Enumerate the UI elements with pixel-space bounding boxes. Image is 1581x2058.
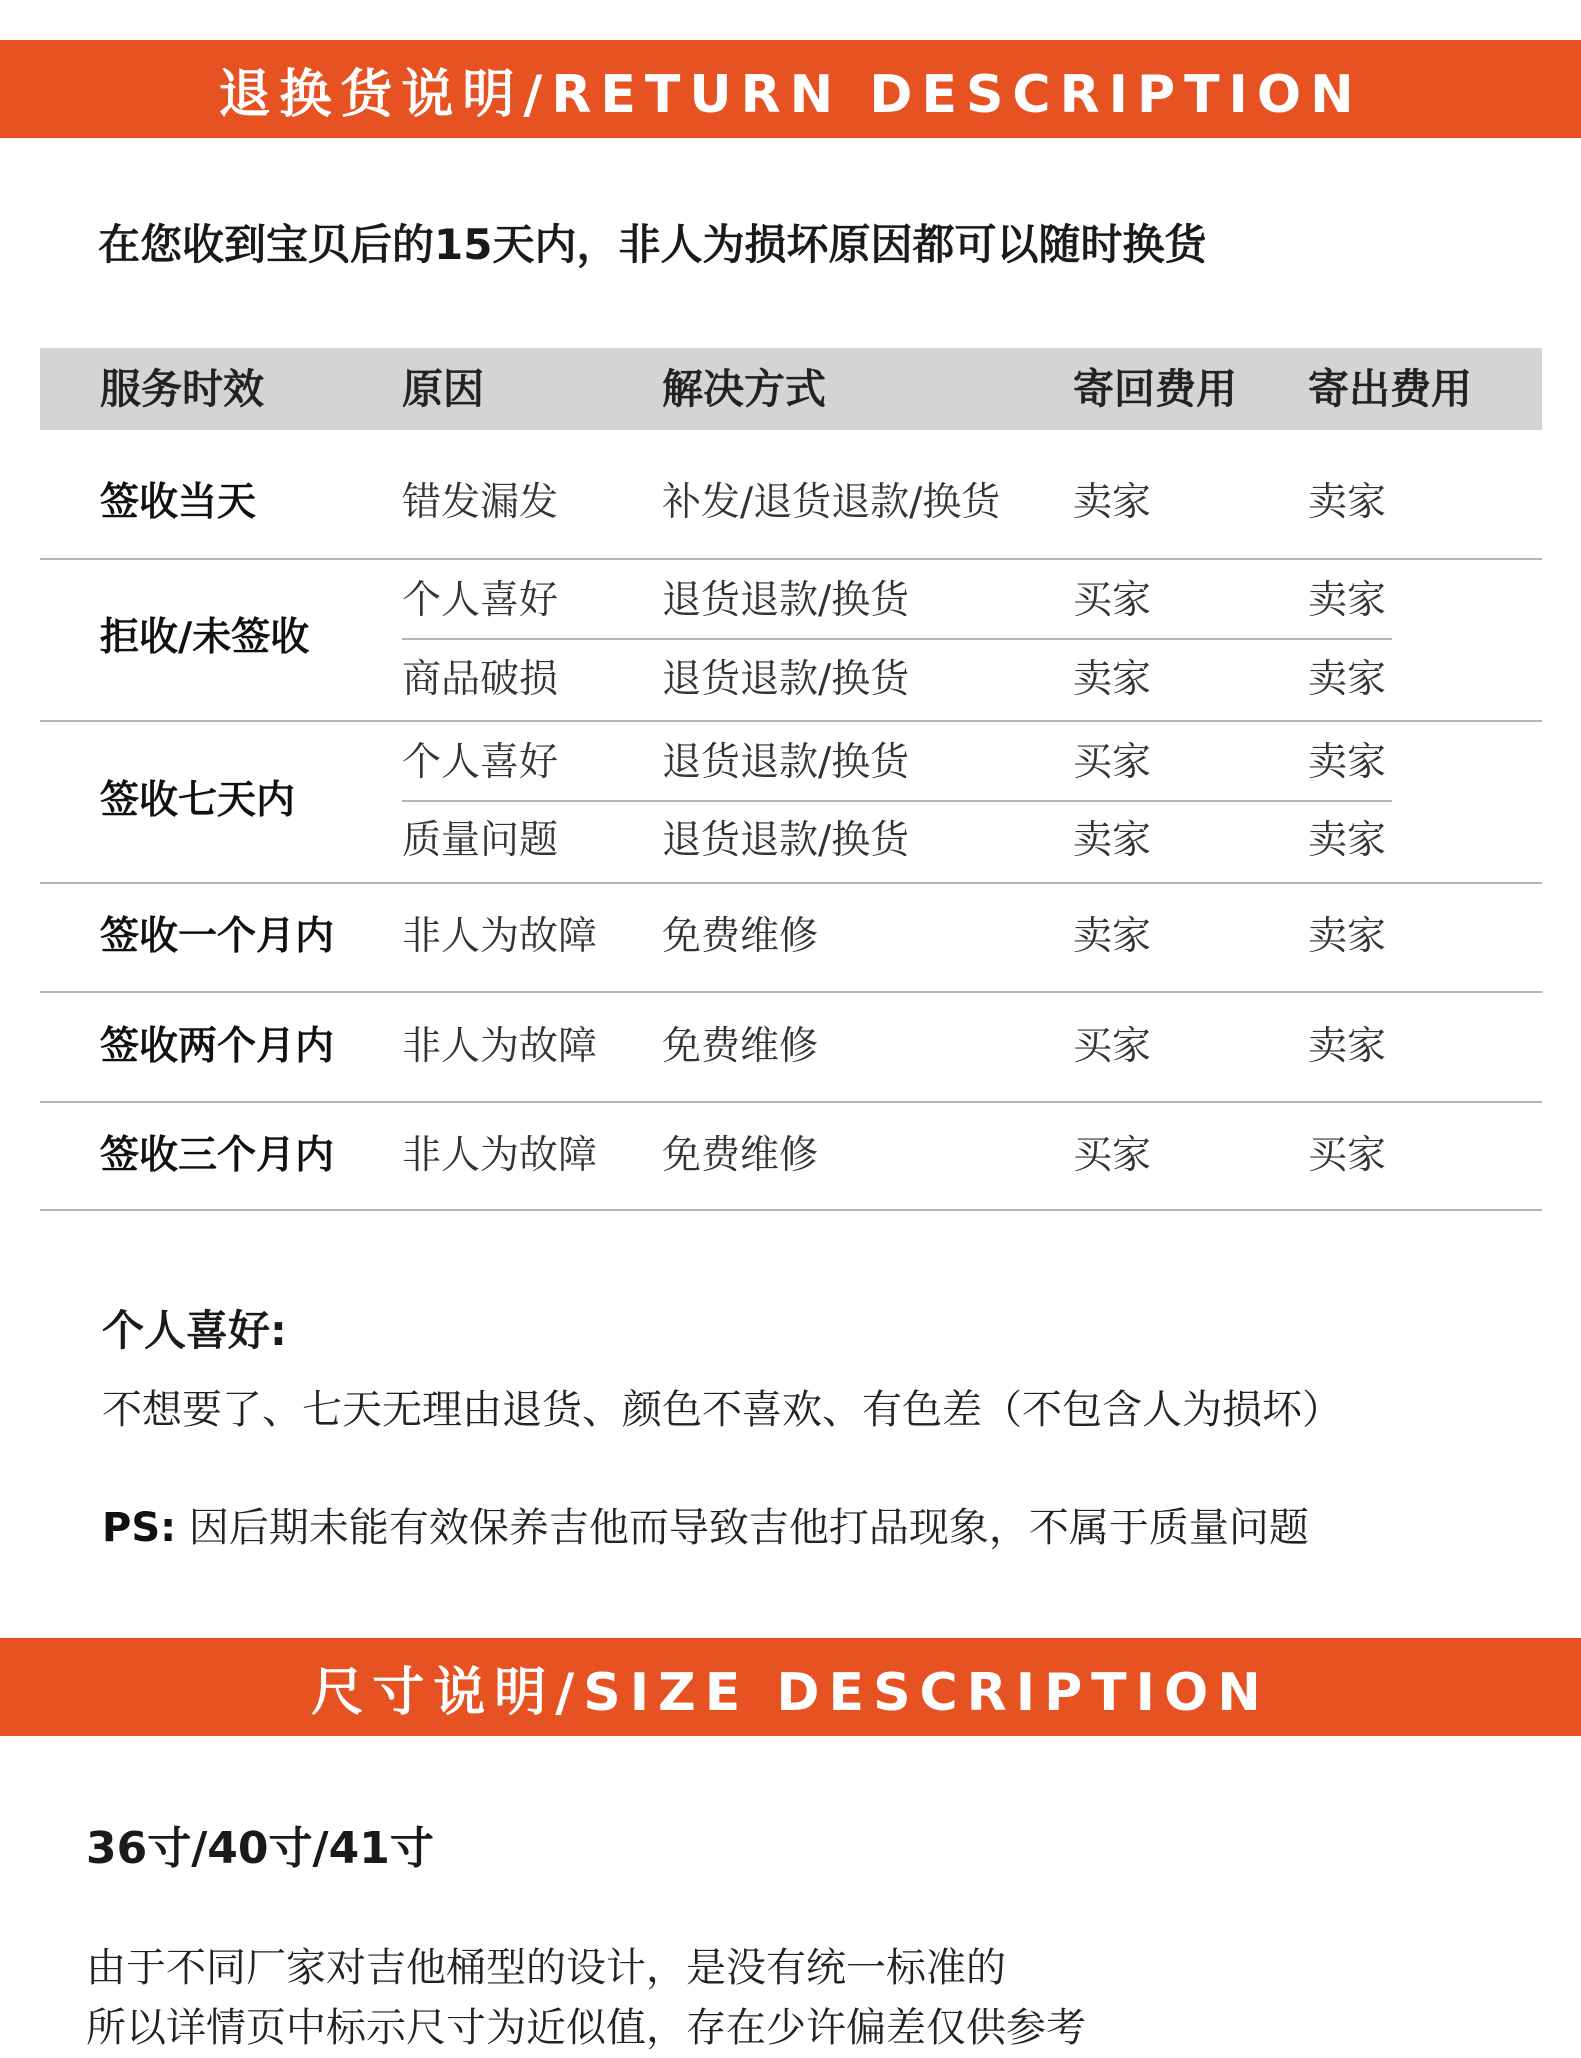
table-solution-cell: 退货退款/换货: [662, 740, 910, 785]
table-reason-cell: 非人为故障: [402, 1133, 598, 1178]
table-solution-cell: 退货退款/换货: [662, 578, 910, 623]
personal-preference-text: 不想要了、七天无理由退货、颜色不喜欢、有色差（不包含人为损坏）: [102, 1387, 1342, 1433]
table-send-fee-cell: 买家: [1308, 1133, 1387, 1178]
table-return-fee-cell: 卖家: [1073, 657, 1152, 702]
table-return-fee-cell: 买家: [1073, 578, 1152, 623]
table-reason-cell: 错发漏发: [402, 480, 559, 525]
header-return-fee: 寄回费用: [1073, 365, 1237, 413]
table-return-fee-cell: 卖家: [1073, 914, 1152, 959]
table-period-cell: 签收两个月内: [100, 1024, 335, 1069]
ps-text: 因后期未能有效保养吉他而导致吉他打品现象，不属于质量问题: [188, 1505, 1309, 1551]
return-table-header: [40, 348, 1542, 430]
table-send-fee-cell: 卖家: [1308, 578, 1387, 623]
table-return-fee-cell: 买家: [1073, 740, 1152, 785]
header-reason: 原因: [402, 365, 484, 413]
table-reason-cell: 非人为故障: [402, 1024, 598, 1069]
header-service-period: 服务时效: [100, 365, 264, 413]
table-send-fee-cell: 卖家: [1308, 818, 1387, 863]
table-return-fee-cell: 买家: [1073, 1133, 1152, 1178]
table-reason-cell: 个人喜好: [402, 578, 559, 623]
table-send-fee-cell: 卖家: [1308, 740, 1387, 785]
table-return-fee-cell: 卖家: [1073, 480, 1152, 525]
size-description-banner: 尺寸说明/SIZE DESCRIPTION: [0, 1638, 1581, 1736]
return-description-banner: 退换货说明/RETURN DESCRIPTION: [0, 40, 1581, 138]
table-return-fee-cell: 卖家: [1073, 818, 1152, 863]
table-send-fee-cell: 卖家: [1308, 657, 1387, 702]
table-period-cell: 签收当天: [100, 480, 257, 525]
table-period-cell: 签收七天内: [100, 778, 296, 823]
table-send-fee-cell: 卖家: [1308, 914, 1387, 959]
table-solution-cell: 免费维修: [662, 914, 819, 959]
personal-preference-title: 个人喜好:: [102, 1306, 287, 1355]
table-row-divider: [40, 720, 1542, 722]
table-row-divider: [40, 882, 1542, 884]
size-options-title: 36寸/40寸/41寸: [86, 1823, 434, 1874]
table-solution-cell: 免费维修: [662, 1024, 819, 1069]
table-return-fee-cell: 买家: [1073, 1024, 1152, 1069]
table-row-divider: [40, 1101, 1542, 1103]
size-note-line-1: 由于不同厂家对吉他桶型的设计，是没有统一标准的: [86, 1945, 1006, 1991]
table-solution-cell: 退货退款/换货: [662, 818, 910, 863]
table-row-divider: [40, 558, 1542, 560]
table-subrow-divider: [402, 800, 1392, 802]
table-period-cell: 签收一个月内: [100, 914, 335, 959]
table-reason-cell: 商品破损: [402, 657, 559, 702]
table-send-fee-cell: 卖家: [1308, 1024, 1387, 1069]
table-reason-cell: 非人为故障: [402, 914, 598, 959]
table-row-divider: [40, 1209, 1542, 1211]
table-row-divider: [40, 991, 1542, 993]
table-solution-cell: 补发/退货退款/换货: [662, 480, 1001, 525]
return-policy-intro: 在您收到宝贝后的15天内，非人为损坏原因都可以随时换货: [98, 220, 1207, 269]
table-send-fee-cell: 卖家: [1308, 480, 1387, 525]
header-solution: 解决方式: [662, 365, 826, 413]
table-solution-cell: 退货退款/换货: [662, 657, 910, 702]
table-reason-cell: 质量问题: [402, 818, 559, 863]
table-period-cell: 签收三个月内: [100, 1133, 335, 1178]
table-subrow-divider: [402, 638, 1392, 640]
table-reason-cell: 个人喜好: [402, 740, 559, 785]
header-send-fee: 寄出费用: [1308, 365, 1472, 413]
table-period-cell: 拒收/未签收: [100, 615, 310, 660]
ps-note: [102, 1496, 1309, 1553]
ps-label: PS:: [102, 1505, 177, 1551]
table-solution-cell: 免费维修: [662, 1133, 819, 1178]
size-note-line-2: 所以详情页中标示尺寸为近似值，存在少许偏差仅供参考: [86, 2005, 1086, 2051]
